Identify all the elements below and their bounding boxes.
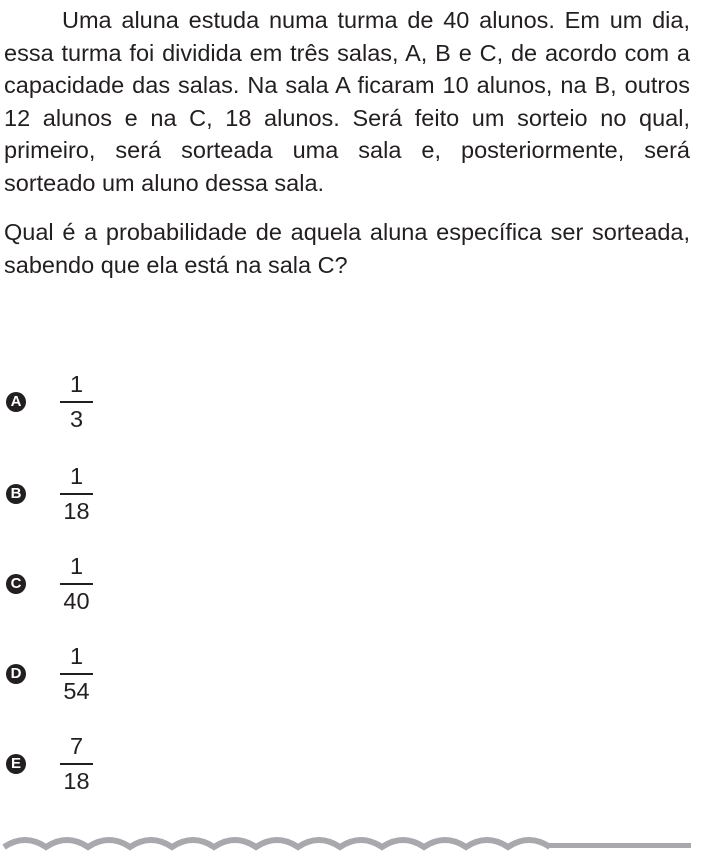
decorative-wave-divider: [0, 833, 701, 857]
option-d-numerator: 1: [69, 643, 84, 670]
option-d-denominator: 54: [63, 677, 90, 704]
option-d-fraction: [60, 643, 93, 705]
option-e-letter-badge: E: [6, 754, 26, 774]
option-c[interactable]: [6, 549, 93, 619]
option-c-letter-badge: C: [6, 574, 26, 594]
option-b-fraction: [60, 463, 93, 525]
option-a-letter-badge: A: [6, 392, 26, 412]
option-a-denominator: 3: [69, 405, 84, 432]
question-paragraph-1: Uma aluna estuda numa turma de 40 alunos. Em um dia, essa turma foi dividida em três salas, A, B e C, de acordo com a capacidade das salas. Na sala A ficaram 10 alunos, na B, outros 12 alunos e na C, 18 alunos. Será feito um sorteio no qual, primeiro, será sorteada uma sala e, posteriormente, será sorteado um aluno dessa sala.: [4, 7, 690, 196]
option-d-letter-badge: D: [6, 664, 26, 684]
option-b-numerator: 1: [69, 463, 84, 490]
option-a-fraction: [60, 371, 93, 433]
question-paragraph-2: Qual é a probabilidade de aquela aluna específica ser sorteada, sabendo que ela está na sala C?: [4, 219, 690, 278]
option-c-numerator: 1: [69, 553, 84, 580]
option-a-numerator: 1: [69, 371, 84, 398]
option-b-denominator: 18: [63, 497, 90, 524]
option-c-fraction: [60, 553, 93, 615]
option-a[interactable]: [6, 367, 93, 437]
option-c-denominator: 40: [63, 587, 90, 614]
option-b[interactable]: [6, 459, 93, 529]
option-e[interactable]: [6, 729, 93, 799]
option-e-numerator: 7: [69, 733, 84, 760]
option-d[interactable]: [6, 639, 93, 709]
option-e-denominator: 18: [63, 767, 90, 794]
option-e-fraction: [60, 733, 93, 795]
option-b-letter-badge: B: [6, 484, 26, 504]
question-text: [4, 4, 690, 281]
